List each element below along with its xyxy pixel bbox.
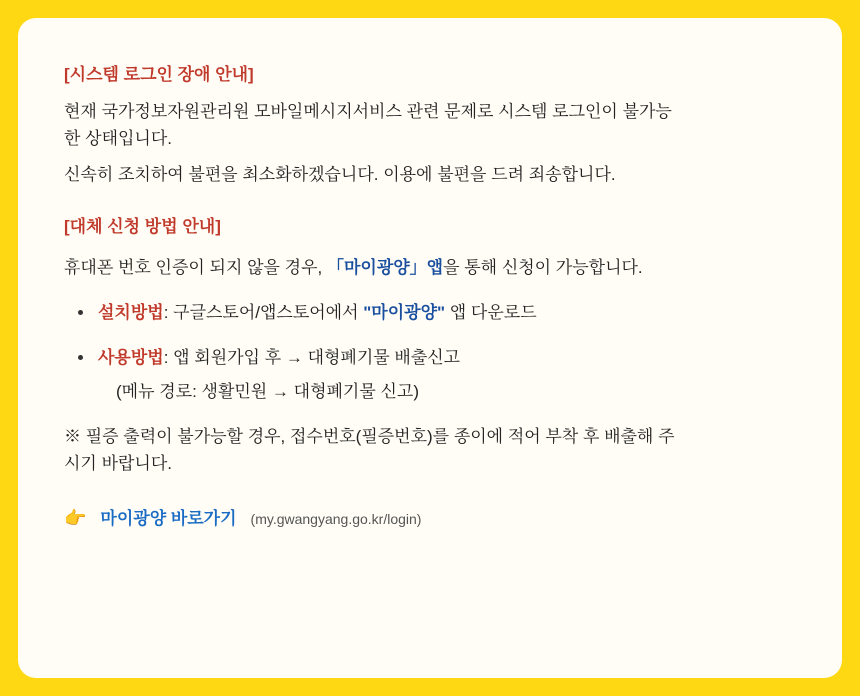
step-submenu-path: (메뉴 경로: 생활민원 → 대형폐기물 신고) bbox=[116, 381, 419, 401]
notice-card bbox=[18, 18, 842, 678]
system-failure-heading: [시스템 로그인 장애 안내] bbox=[64, 65, 254, 84]
footnote-line1: ※ 필증 출력이 불가능할 경우, 접수번호(필증번호)를 종이에 적어 부착 후 배출해 주 bbox=[64, 426, 675, 446]
app-link-row bbox=[64, 504, 796, 529]
list-item bbox=[64, 344, 796, 404]
step-app-name-install: "마이광양" bbox=[363, 303, 446, 323]
alternative-method-intro bbox=[64, 254, 796, 282]
footnote-line2: 시기 바랍니다. bbox=[64, 454, 172, 474]
system-failure-body-line2: 한 상태입니다. bbox=[64, 129, 172, 149]
alt-intro-app-name: 「마이광양」앱 bbox=[326, 257, 444, 277]
step-label-usage: 사용방법 bbox=[98, 348, 164, 368]
point-right-icon: 👉 bbox=[64, 507, 87, 528]
system-failure-body-line3: 신속히 조치하여 불편을 최소화하겠습니다. 이용에 불편을 드려 죄송합니다. bbox=[64, 164, 616, 184]
alternative-method-heading: [대체 신청 방법 안내] bbox=[64, 217, 221, 237]
step-text-before-usage: : 앱 회원가입 후 → 대형폐기물 배출신고 bbox=[163, 348, 461, 368]
my-gwangyang-url: (my.gwangyang.go.kr/login) bbox=[250, 510, 422, 527]
steps-list bbox=[64, 299, 796, 405]
system-failure-body-line1: 현재 국가정보자원관리원 모바일메시지서비스 관련 문제로 시스템 로그인이 불가능 bbox=[64, 101, 672, 121]
alt-intro-prefix: 휴대폰 번호 인증이 되지 않을 경우, bbox=[64, 257, 327, 277]
alt-intro-suffix: 을 통해 신청이 가능합니다. bbox=[443, 257, 643, 277]
step-text-after-install: 앱 다운로드 bbox=[445, 303, 537, 323]
step-label-install: 설치방법 bbox=[98, 303, 164, 323]
step-text-before-install: : 구글스토어/앱스토어에서 bbox=[163, 303, 364, 323]
my-gwangyang-link[interactable]: 마이광양 바로가기 bbox=[100, 508, 237, 528]
list-item bbox=[64, 299, 796, 326]
